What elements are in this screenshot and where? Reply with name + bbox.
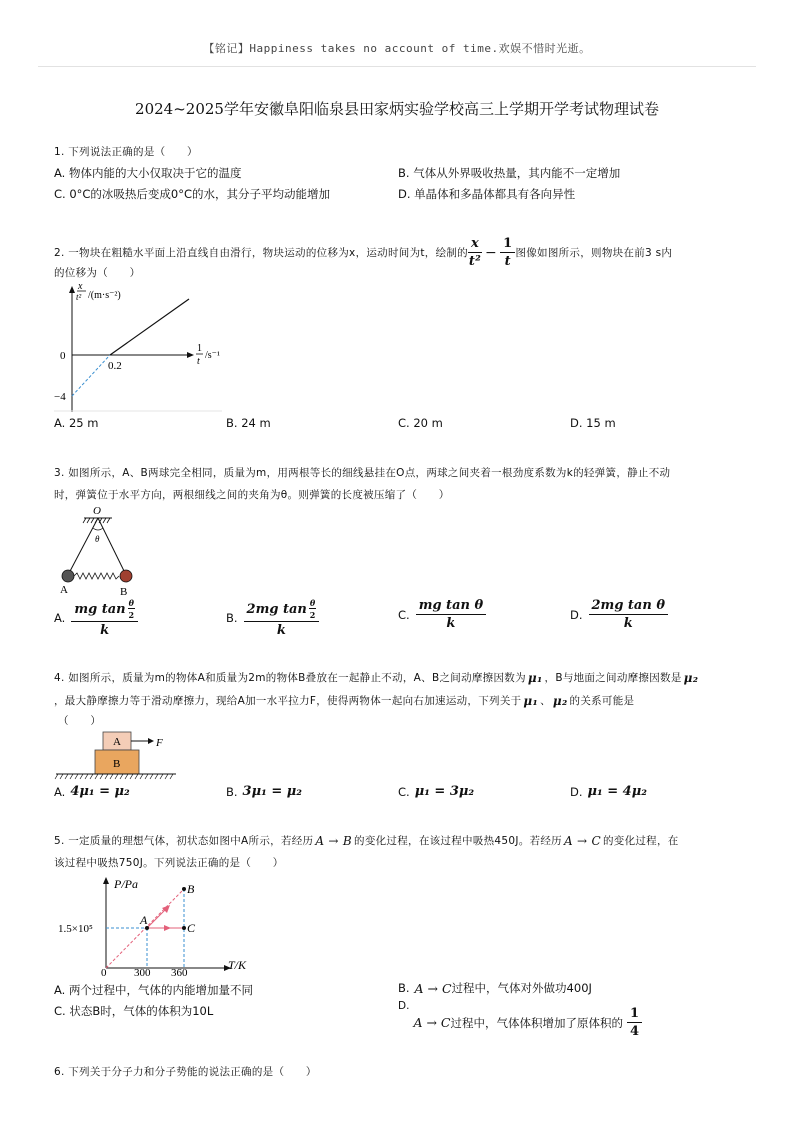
q4-label-b: B bbox=[113, 758, 121, 770]
q5-xlabel: T/K bbox=[228, 958, 247, 972]
q3-option-c[interactable] bbox=[398, 598, 486, 631]
q2-stem-line1 bbox=[54, 236, 672, 269]
q5-stem-part-a2: 的变化过程，在该过程中吸热450J。若经历 bbox=[354, 835, 562, 847]
q3-string-left bbox=[68, 518, 98, 575]
q3-option-a-label: A. bbox=[54, 611, 66, 625]
q3-label-b: B bbox=[120, 586, 128, 598]
q2-ylabel-den: t² bbox=[76, 292, 82, 302]
q2-stem-part-b: 图像如图所示，则物块在前3 s内 bbox=[515, 247, 673, 259]
q4-mu1-inline: μ₁ bbox=[523, 693, 539, 708]
q5-option-d-frac-den: 4 bbox=[629, 1024, 639, 1039]
q4-stem-line1 bbox=[54, 670, 700, 685]
header-divider bbox=[38, 66, 756, 67]
q2-frac2-den: t bbox=[504, 254, 511, 269]
q3-option-d-num: 2mg tan θ bbox=[589, 598, 669, 615]
q5-graph bbox=[54, 872, 260, 978]
q5-option-d-math: A → C bbox=[413, 1015, 451, 1030]
q4-stem-part-a: 4. 如图所示，质量为m的物体A和质量为2m的物体B叠放在一起静止不动，A、B之间动摩擦因数为 bbox=[54, 672, 526, 684]
q5-stem-line2: 该过程中吸热750J。下列说法正确的是（ ） bbox=[54, 857, 284, 869]
q3-option-a-half-den: 2 bbox=[128, 610, 135, 620]
q5-point-c: C bbox=[187, 921, 196, 935]
q5-option-d-label: D. bbox=[398, 1000, 410, 1012]
q6-stem: 6. 下列关于分子力和分子势能的说法正确的是（ ） bbox=[54, 1066, 317, 1078]
q5-option-b[interactable] bbox=[398, 980, 592, 996]
q2-y-tick: −4 bbox=[54, 391, 66, 403]
q2-xlabel-unit: /s⁻¹ bbox=[205, 350, 220, 361]
q4-stem-line3: （ ） bbox=[58, 715, 102, 727]
q1-stem: 1. 下列说法正确的是（ ） bbox=[54, 146, 198, 158]
q3-string-right bbox=[98, 518, 126, 575]
q5-stem-part-a3: 的变化过程，在 bbox=[602, 835, 679, 847]
q3-point-o: O bbox=[93, 505, 101, 517]
q2-y-arrow bbox=[69, 286, 75, 293]
q2-option-a[interactable]: A. 25 m bbox=[54, 416, 99, 430]
q2-frac1-num: x bbox=[468, 236, 482, 253]
q4-option-c-eq: μ₁ = 3μ₂ bbox=[414, 784, 475, 799]
q5-x-tick-300: 300 bbox=[134, 967, 151, 978]
q5-point-b-dot bbox=[182, 887, 186, 891]
q4-label-a: A bbox=[113, 736, 121, 748]
q3-option-b-half-num: θ bbox=[309, 598, 316, 608]
q4-option-d[interactable] bbox=[570, 784, 647, 799]
q5-origin: 0 bbox=[101, 967, 107, 978]
q1-option-d[interactable]: D. 单晶体和多晶体都具有各向异性 bbox=[398, 187, 576, 201]
q4-stem-part-a2: ，B与地面之间动摩擦因数是 bbox=[544, 672, 682, 684]
q5-stem-line1 bbox=[54, 833, 679, 848]
q5-option-d-fraction bbox=[627, 1006, 642, 1039]
q4-option-a-eq: 4μ₁ = μ₂ bbox=[70, 784, 130, 799]
q4-mu2: μ₂ bbox=[683, 670, 699, 685]
q5-point-b: B bbox=[187, 882, 195, 896]
q2-ylabel-num: x bbox=[78, 282, 83, 292]
q3-option-d-fraction bbox=[589, 598, 669, 631]
q3-label-a: A bbox=[60, 584, 68, 596]
q3-figure bbox=[54, 502, 146, 598]
q3-option-c-num: mg tan θ bbox=[416, 598, 486, 615]
q1-option-c[interactable]: C. 0°C的冰吸热后变成0°C的水，其分子平均动能增加 bbox=[54, 187, 331, 201]
q5-y-arrow bbox=[103, 877, 109, 884]
q2-frac1-den: t² bbox=[468, 254, 482, 269]
q3-stem-line2: 时，弹簧位于水平方向，两根细线之间的夹角为θ。则弹簧的长度被压缩了（ ） bbox=[54, 489, 450, 501]
q2-option-d[interactable]: D. 15 m bbox=[570, 416, 616, 430]
q4-mu1: μ₁ bbox=[527, 670, 543, 685]
q5-y-tick: 1.5×10⁵ bbox=[58, 923, 93, 935]
q5-a-to-c: A → C bbox=[563, 833, 601, 848]
q4-option-b-eq: 3μ₁ = μ₂ bbox=[242, 784, 302, 799]
q5-path-ac-arrow bbox=[164, 925, 171, 931]
q4-ground-hatch bbox=[55, 774, 173, 779]
q5-point-a: A bbox=[140, 913, 148, 927]
q5-option-c[interactable]: C. 状态B时，气体的体积为10L bbox=[54, 1004, 214, 1018]
q2-xlabel-den: t bbox=[197, 356, 200, 367]
q3-option-b-fraction bbox=[244, 598, 320, 638]
exam-title: 2024~2025学年安徽阜阳临泉县田家炳实验学校高三上学期开学考试物理试卷 bbox=[135, 100, 659, 118]
q4-stem-part-b2: 、 bbox=[540, 695, 551, 707]
q1-option-b[interactable]: B. 气体从外界吸收热量，其内能不一定增加 bbox=[398, 166, 621, 180]
q2-option-b[interactable]: B. 24 m bbox=[226, 416, 271, 430]
q3-ball-b bbox=[120, 570, 132, 582]
q5-stem-part-a: 5. 一定质量的理想气体，初状态如图中A所示，若经历 bbox=[54, 835, 314, 847]
q3-option-b-num: 2mg tan bbox=[246, 601, 307, 617]
q3-option-a-half-num: θ bbox=[128, 598, 134, 608]
q2-ylabel-unit: /(m·s⁻²) bbox=[88, 290, 121, 301]
q3-option-b[interactable] bbox=[226, 598, 319, 638]
q2-xlabel-num: 1 bbox=[197, 343, 202, 354]
q3-option-d[interactable] bbox=[570, 598, 668, 631]
q2-stem-line2: 的位移为（ ） bbox=[54, 267, 141, 279]
q4-option-a-label: A. bbox=[54, 784, 66, 799]
q4-option-d-label: D. bbox=[570, 784, 583, 799]
q2-minus: − bbox=[485, 244, 498, 261]
q5-x-tick-360: 360 bbox=[171, 967, 188, 978]
q2-graph bbox=[52, 282, 232, 414]
q3-option-b-label: B. bbox=[226, 611, 238, 625]
q3-option-a-fraction bbox=[71, 598, 138, 638]
q5-option-d[interactable] bbox=[398, 998, 642, 1039]
q2-x-arrow bbox=[187, 352, 194, 358]
q3-angle-arc bbox=[93, 528, 103, 530]
q3-option-a-den: k bbox=[100, 623, 110, 638]
q5-option-d-frac-num: 1 bbox=[627, 1006, 642, 1023]
q2-fraction-1-over-t bbox=[500, 236, 515, 269]
q3-option-d-den: k bbox=[623, 616, 633, 631]
q5-a-to-b: A → B bbox=[315, 833, 353, 848]
q4-label-f: F bbox=[156, 737, 163, 749]
q3-ball-a bbox=[62, 570, 74, 582]
q3-option-b-half-den: 2 bbox=[309, 610, 316, 620]
q3-option-c-label: C. bbox=[398, 607, 410, 622]
q2-solid-line bbox=[110, 299, 189, 355]
q5-option-a[interactable]: A. 两个过程中，气体的内能增加量不同 bbox=[54, 983, 253, 997]
q4-force-arrowhead bbox=[148, 738, 154, 744]
q4-option-b[interactable] bbox=[226, 784, 302, 799]
q4-figure bbox=[54, 727, 180, 781]
q3-angle-theta: θ bbox=[95, 534, 100, 544]
q2-x-tick: 0.2 bbox=[108, 360, 122, 372]
q4-option-c[interactable] bbox=[398, 784, 474, 799]
q4-stem-part-b: ，最大静摩擦力等于滑动摩擦力，现给A加一水平拉力F，使得两物体一起向右加速运动，下列关于 bbox=[54, 695, 522, 707]
q5-option-b-label: B. bbox=[398, 981, 410, 995]
q3-option-b-den: k bbox=[276, 623, 286, 638]
q3-option-d-label: D. bbox=[570, 607, 583, 622]
q5-option-d-text: 过程中，气体体积增加了原体积的 bbox=[450, 1015, 623, 1030]
q3-option-a-num: mg tan bbox=[74, 601, 126, 617]
q4-stem-part-b3: 的关系可能是 bbox=[569, 695, 635, 707]
q2-origin-label: 0 bbox=[60, 350, 66, 362]
q4-mu2-inline: μ₂ bbox=[552, 693, 568, 708]
page-header-quote: 【铭记】Happiness takes no account of time.欢娱不惜时光逝。 bbox=[203, 42, 591, 55]
q4-option-a[interactable] bbox=[54, 784, 130, 799]
q5-option-b-text: 过程中，气体对外做功400J bbox=[451, 981, 592, 995]
q2-dashed-extension bbox=[72, 355, 110, 396]
q2-stem-part-a: 2. 一物块在粗糙水平面上沿直线自由滑行，物块运动的位移为x，运动时间为t，绘制的 bbox=[54, 247, 468, 259]
q1-option-a[interactable]: A. 物体内能的大小仅取决于它的温度 bbox=[54, 166, 242, 180]
q3-stem-line1: 3. 如图所示，A、B两球完全相同，质量为m，用两根等长的细线悬挂在O点，两球之间夹着一根劲度系数为k的轻弹簧，静止不动 bbox=[54, 467, 671, 479]
q4-option-d-eq: μ₁ = 4μ₂ bbox=[587, 784, 647, 799]
q3-option-a[interactable] bbox=[54, 598, 138, 638]
q3-option-c-fraction bbox=[416, 598, 486, 631]
q4-option-c-label: C. bbox=[398, 784, 410, 799]
q5-option-b-math: A → C bbox=[414, 980, 452, 996]
q4-stem-line2 bbox=[54, 693, 634, 708]
q2-frac2-num: 1 bbox=[500, 236, 515, 253]
q4-option-b-label: B. bbox=[226, 784, 238, 799]
q2-fraction-x-over-t2 bbox=[468, 236, 482, 269]
q3-option-c-den: k bbox=[446, 616, 456, 631]
q5-ylabel: P/Pa bbox=[114, 877, 138, 891]
q3-spring bbox=[74, 573, 119, 579]
q2-option-c[interactable]: C. 20 m bbox=[398, 416, 443, 430]
q5-point-c-dot bbox=[182, 926, 186, 930]
